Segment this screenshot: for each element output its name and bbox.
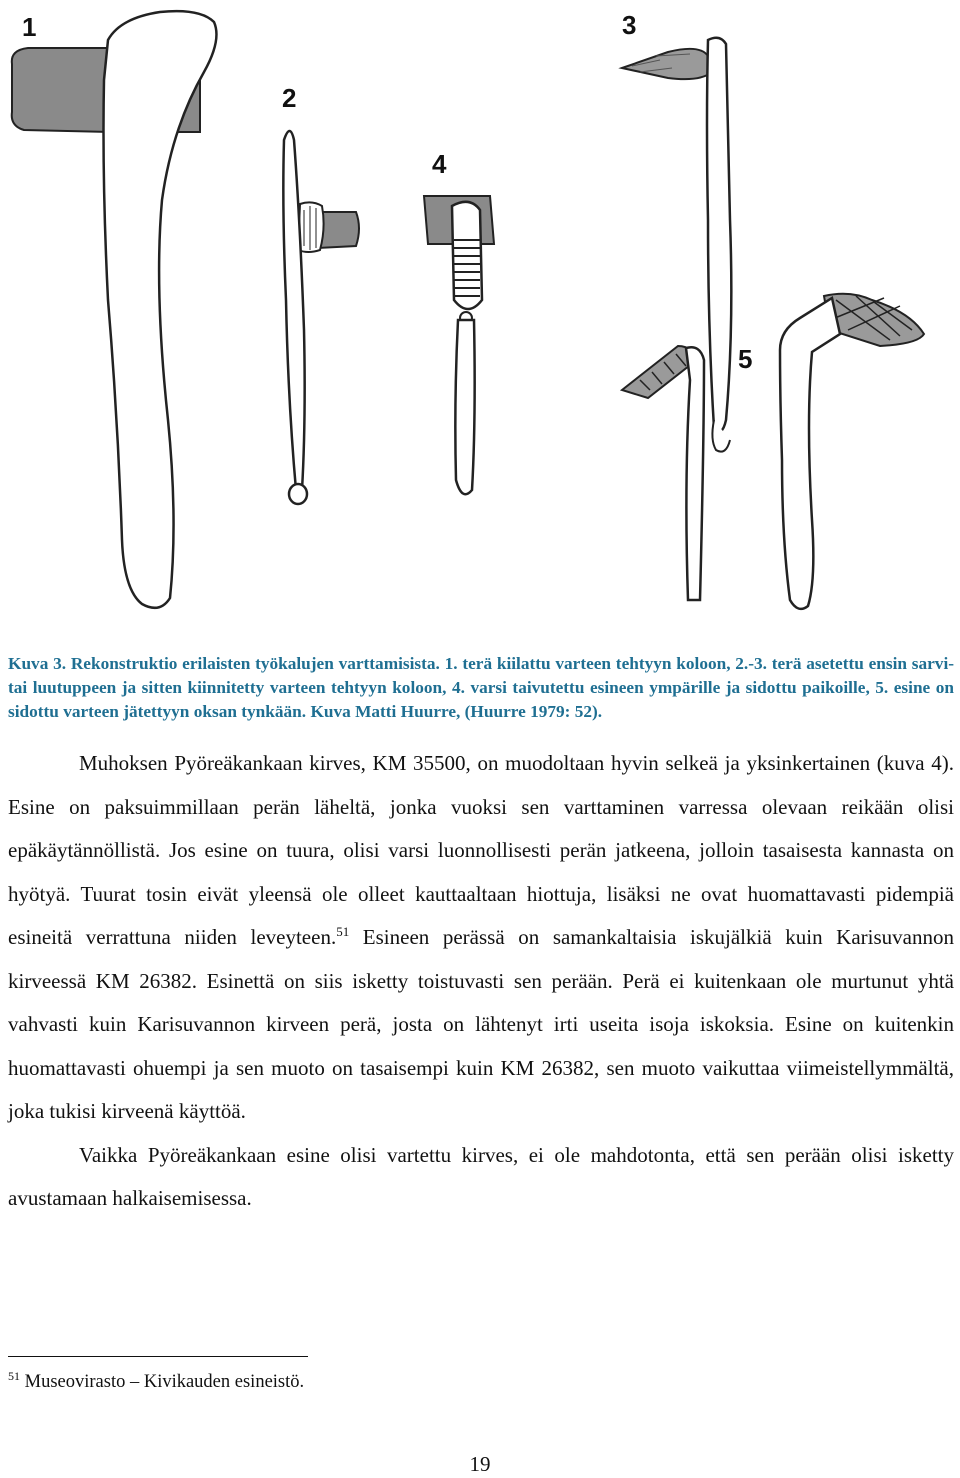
- body-text: [8, 742, 954, 1221]
- figure-label-5: 5: [738, 344, 753, 374]
- tool-hafting-figure: [0, 0, 960, 625]
- tool-4-drawing: [424, 196, 494, 494]
- figure-label-1: 1: [22, 12, 37, 42]
- page-number: 19: [469, 1452, 491, 1476]
- tool-5a-drawing: [622, 346, 704, 600]
- paragraph-1-part-2: Esineen perässä on samankaltaisia iskujälkiä kuin Karisuvannon kirveessä KM 26382. Esinettä on siis isketty toistuvasti sen perään. Perä ei kuitenkaan ole murtunut yhtä vahvasti kuin Karisuvannon kirveen perä, josta on lähtenyt irti useita isoja iskoksia. Esine on kuitenkin huomattavasti ohuempi ja sen muoto on tasaisempi kuin KM 26382, sen muoto vaikuttaa viimeistellymmältä, joka tukisi kirveenä käyttöä.: [8, 925, 954, 1123]
- paragraph-1: [8, 742, 954, 1134]
- footnote-number: 51: [8, 1369, 20, 1383]
- paragraph-1-part-1: Muhoksen Pyöreäkankaan kirves, KM 35500, on muodoltaan hyvin selkeä ja yksinkertainen (kuva 4). Esine on paksuimmillaan perän läheltä, jonka vuoksi sen varttaminen varressa olevaan reikään olisi epäkäytännöllistä. Jos esine on tuura, olisi varsi luonnollisesti perän jatkeena, jolloin tasaisesta kannasta on hyötyä. Tuurat tosin eivät yleensä ole olleet kauttaaltaan hiottuja, lisäksi ne ovat huomattavasti pidempiä esineitä verrattuna niiden leveyteen.: [8, 751, 954, 949]
- figure-label-4: 4: [432, 149, 447, 179]
- tool-2-drawing: [283, 131, 359, 504]
- figure-label-3: 3: [622, 10, 637, 40]
- footnote-reference[interactable]: 51: [336, 924, 350, 939]
- tool-5b-drawing: [780, 294, 924, 609]
- paragraph-2: Vaikka Pyöreäkankaan esine olisi vartettu kirves, ei ole mahdotonta, että sen perään olisi isketty avustamaan halkaisemisessa.: [8, 1142, 954, 1210]
- tool-1-drawing: [12, 11, 217, 608]
- hafting-illustration: [0, 0, 960, 625]
- footnote: [8, 1370, 808, 1394]
- footnote-divider: [8, 1356, 308, 1357]
- figure-caption: Kuva 3. Rekonstruktio erilaisten työkalujen varttamisista. 1. terä kiilattu varteen tehtyyn koloon, 2.-3. terä asetettu ensin sarvi- tai luutuppeen ja sitten kiinnitetty varteen tehtyyn koloon, 4. varsi taivutettu esineen ympärille ja sidottu paikoille, 5. esine on sidottu varteen jätettyyn oksan tynkään. Kuva Matti Huurre, (Huurre 1979: 52).: [8, 654, 954, 721]
- figure-label-2: 2: [282, 83, 297, 113]
- footnote-text: Museovirasto – Kivikauden esineistö.: [20, 1372, 305, 1392]
